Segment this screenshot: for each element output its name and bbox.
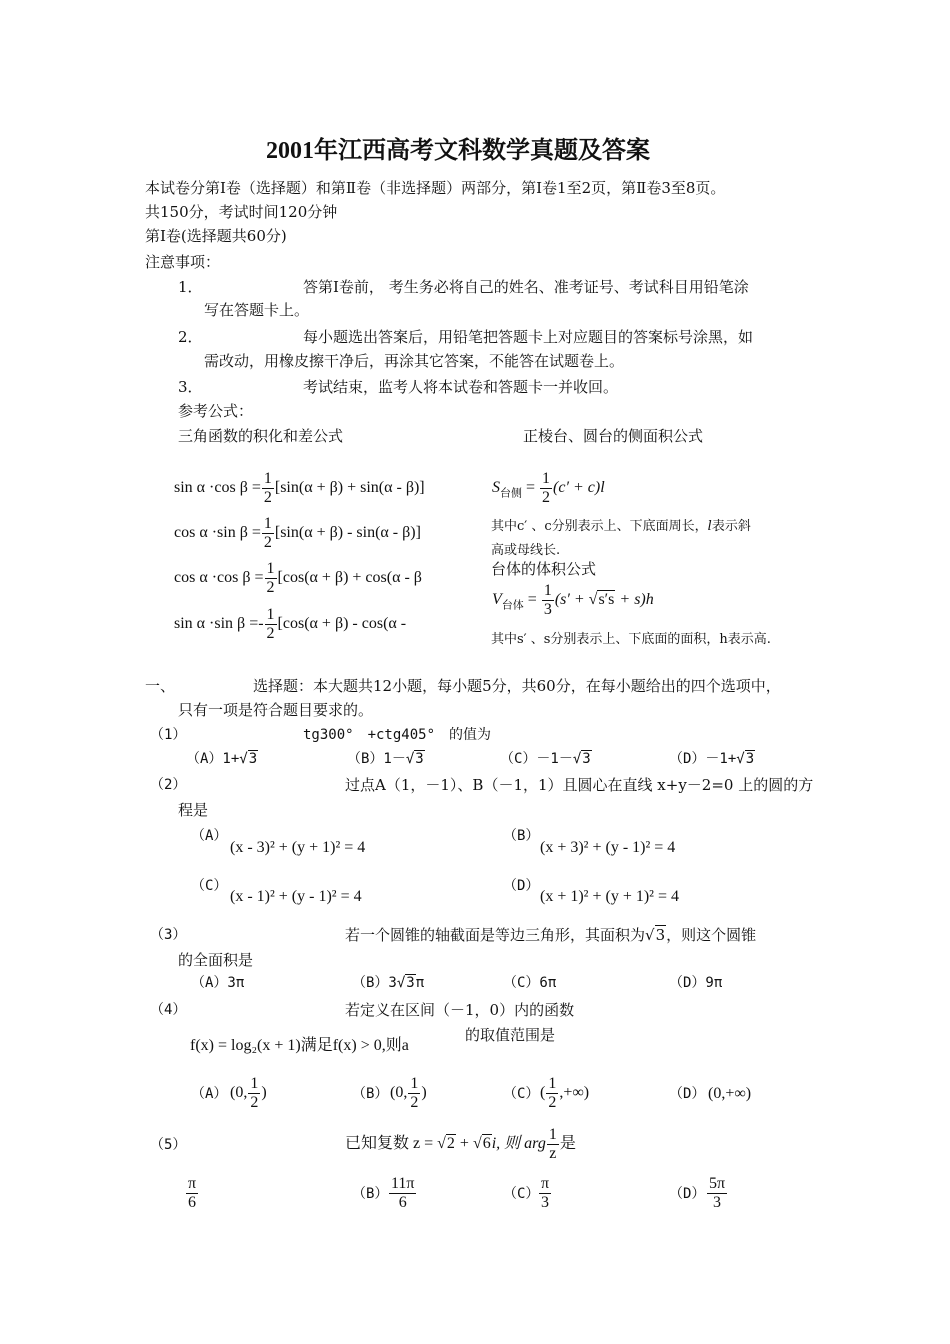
note-2-text: 每小题选出答案后，用铅笔把答题卡上对应题目的答案标号涂黑，如 xyxy=(303,328,754,346)
q2-option-c: (x - 1)² + (y - 1)² = 4 xyxy=(230,888,362,905)
volume-formula: $V_{台体}$ = $\frac{1}{3}$ (s′ + √s′s + s)h xyxy=(492,582,654,618)
note-3-num: 3． xyxy=(178,378,203,396)
q2-stem: 过点A（1，－1）、B（－1，1）且圆心在直线 x+y－2=0 上的圆的方 xyxy=(345,776,814,794)
trig-heading: 三角函数的积化和差公式 xyxy=(178,427,344,445)
q5-option-a: $\frac{\pi}{6}$ xyxy=(188,1175,197,1211)
q5-option-b-label: （B） xyxy=(352,1186,389,1202)
q4-option-b-label: （B） xyxy=(352,1086,389,1102)
lateral-area-formula: $S_{台侧}$ = $\frac{1}{2}$ (c′ + c)l xyxy=(492,470,605,506)
intro-line-2: 共150分，考试时间120分钟 xyxy=(145,203,338,221)
q5-option-c-label: （C） xyxy=(503,1186,540,1202)
q4-option-c-label: （C） xyxy=(503,1086,540,1102)
q3-cont: 的全面积是 xyxy=(178,951,254,969)
q1-option-c: （C）－1－√3 xyxy=(500,751,591,767)
q4-tail: 的取值范围是 xyxy=(465,1026,556,1044)
q1-number: （1） xyxy=(150,727,187,743)
q2-option-d-label: （D） xyxy=(503,878,540,894)
q5-stem: 已知复数 z = √2 + √6i, 则 arg $\frac{1}{z}$ 是 xyxy=(345,1126,576,1162)
lateral-note-2: 高或母线长. xyxy=(491,543,561,558)
q2-number: （2） xyxy=(150,777,187,793)
q2-cont: 程是 xyxy=(178,801,209,819)
q4-option-d: (0,+∞) xyxy=(708,1085,752,1102)
volume-heading: 台体的体积公式 xyxy=(491,560,597,578)
q4-option-a: (0, $\frac{1}{2}$ ) xyxy=(230,1075,267,1111)
q3-stem: 若一个圆锥的轴截面是等边三角形，其面积为√3，则这个圆锥 xyxy=(345,926,757,944)
q1-stem: tg300° +ctg405° 的值为 xyxy=(303,727,492,743)
note-3-text: 考试结束，监考人将本试卷和答题卡一并收回。 xyxy=(303,378,619,396)
intro-line-1: 本试卷分第Ⅰ卷（选择题）和第Ⅱ卷（非选择题）两部分，第Ⅰ卷1至2页，第Ⅱ卷3至8页。 xyxy=(145,179,726,197)
q4-option-d-label: （D） xyxy=(669,1086,706,1102)
trig-formula-4: sin α ·sin β =- $\frac{1}{2}$ [cos(α + β) - cos(α - xyxy=(174,606,407,642)
note-1-cont: 写在答题卡上。 xyxy=(204,301,310,319)
q1-option-b: （B）1－√3 xyxy=(347,751,424,767)
intro-line-4: 注意事项： xyxy=(145,253,221,271)
q1-option-a: （A）1+√3 xyxy=(186,751,258,767)
trig-formula-1: sin α ·cos β = $\frac{1}{2}$ [sin(α + β) + sin(α - β)] xyxy=(174,470,425,506)
q2-option-d: (x + 1)² + (y + 1)² = 4 xyxy=(540,888,679,905)
q3-number: （3） xyxy=(150,927,187,943)
section-number: 一、 xyxy=(145,677,176,695)
lateral-heading: 正棱台、圆台的侧面积公式 xyxy=(523,427,704,445)
q2-option-a: (x - 3)² + (y + 1)² = 4 xyxy=(230,839,366,856)
q3-option-c: （C）6π xyxy=(503,975,557,991)
note-2-cont: 需改动，用橡皮擦干净后，再涂其它答案，不能答在试题卷上。 xyxy=(204,352,625,370)
volume-note: 其中s′ 、s分别表示上、下底面的面积，h表示高. xyxy=(491,632,771,647)
q2-option-a-label: （A） xyxy=(191,828,228,844)
q2-option-b: (x + 3)² + (y - 1)² = 4 xyxy=(540,839,676,856)
q5-number: （5） xyxy=(150,1137,187,1153)
section-text: 选择题：本大题共12小题，每小题5分，共60分，在每小题给出的四个选项中， xyxy=(253,677,781,695)
trig-formula-3: cos α ·cos β = $\frac{1}{2}$ [cos(α + β) + cos(α - β xyxy=(174,560,422,596)
note-2-num: 2． xyxy=(178,328,203,346)
reference-label: 参考公式： xyxy=(178,402,254,420)
intro-line-3: 第Ⅰ卷(选择题共60分) xyxy=(145,227,287,245)
q4-option-b: (0, $\frac{1}{2}$ ) xyxy=(390,1075,427,1111)
q3-option-d: （D）9π xyxy=(669,975,723,991)
page-title: 2001年江西高考文科数学真题及答案 xyxy=(266,138,650,164)
q4-formula: f(x) = log₂(x + 1)满足f(x) > 0,则a xyxy=(190,1037,409,1054)
q2-option-b-label: （B） xyxy=(503,828,540,844)
q5-option-d-label: （D） xyxy=(669,1186,706,1202)
q5-option-d: $\frac{5\pi}{3}$ xyxy=(709,1175,726,1211)
q4-stem: 若定义在区间（－1，0）内的函数 xyxy=(345,1001,575,1019)
q5-option-c: $\frac{\pi}{3}$ xyxy=(541,1175,550,1211)
q4-option-a-label: （A） xyxy=(191,1086,228,1102)
q1-option-d: （D）－1+√3 xyxy=(669,751,755,767)
trig-formula-2: cos α ·sin β = $\frac{1}{2}$ [sin(α + β) - sin(α - β)] xyxy=(174,515,421,551)
note-1-num: 1． xyxy=(178,278,203,296)
q4-number: （4） xyxy=(150,1002,187,1018)
q3-option-b: （B）3√3π xyxy=(352,975,425,991)
q3-option-a: （A）3π xyxy=(191,975,245,991)
section-cont: 只有一项是符合题目要求的。 xyxy=(178,701,374,719)
note-1-text: 答第Ⅰ卷前， 考生务必将自己的姓名、准考证号、考试科目用铅笔涂 xyxy=(303,278,749,296)
q2-option-c-label: （C） xyxy=(191,878,228,894)
q5-option-b: $\frac{11\pi}{6}$ xyxy=(391,1175,415,1211)
q4-option-c: ( $\frac{1}{2}$ ,+∞) xyxy=(540,1075,590,1111)
lateral-note-1: 其中c′ 、c分别表示上、下底面周长，l表示斜 xyxy=(491,519,751,534)
